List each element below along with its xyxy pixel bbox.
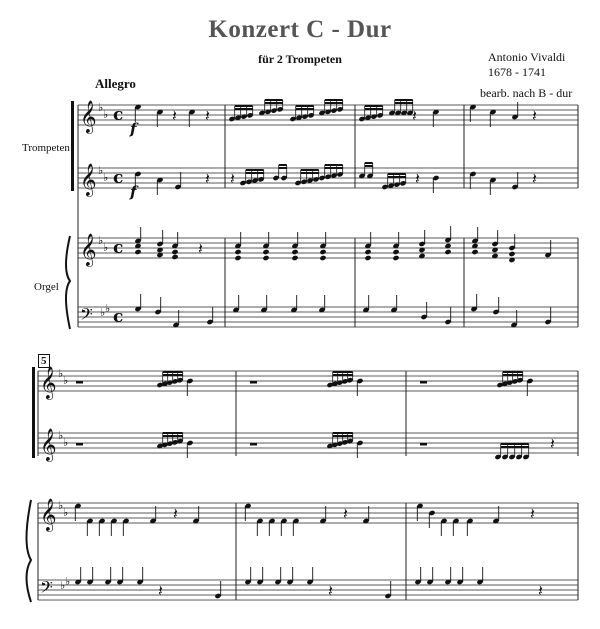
- notehead: [171, 254, 178, 260]
- notehead: [234, 249, 241, 255]
- tempo-marking: Allegro: [95, 76, 136, 91]
- notehead: [262, 255, 269, 261]
- half-rest: [250, 381, 257, 384]
- quarter-rest: 𝄽: [343, 504, 348, 523]
- score-title: Konzert C - Dur: [208, 16, 392, 43]
- quarter-rest: 𝄽: [173, 504, 178, 523]
- time-signature: c: [113, 238, 124, 258]
- half-rest: [76, 381, 83, 384]
- flat-icon: ♭: [58, 499, 64, 512]
- quarter-rest: 𝄽: [532, 106, 537, 125]
- time-signature: c: [113, 307, 124, 327]
- time-signature: c: [113, 168, 124, 188]
- arrangement-note: bearb. nach B - dur: [480, 86, 573, 100]
- measure-number: 5: [38, 354, 50, 368]
- half-rest: [420, 443, 427, 446]
- notehead: [291, 255, 298, 261]
- brace-organ: [66, 236, 70, 329]
- brace-organ: [27, 500, 32, 602]
- flat-icon: ♭: [103, 171, 109, 184]
- quarter-rest: 𝄽: [538, 581, 543, 600]
- instrument-label-organ: Orgel: [34, 281, 59, 293]
- treble-clef-icon: 𝄞: [80, 163, 97, 196]
- instrument-label-trumpets: Trompeten: [22, 142, 70, 154]
- flat-icon: ♭: [58, 429, 64, 442]
- quarter-rest: 𝄽: [412, 106, 417, 125]
- composer-years: 1678 - 1741: [488, 65, 546, 79]
- flat-icon: ♭: [65, 575, 71, 588]
- flat-icon: ♭: [63, 436, 69, 449]
- notehead: [444, 249, 451, 255]
- bracket-trumpets: [32, 367, 35, 458]
- treble-clef-icon: 𝄞: [80, 100, 97, 133]
- quarter-rest: 𝄽: [328, 581, 333, 600]
- notehead: [262, 249, 269, 255]
- quarter-rest: 𝄽: [205, 169, 210, 188]
- treble-clef-icon: 𝄞: [40, 366, 57, 399]
- quarter-rest: 𝄽: [532, 169, 537, 188]
- flat-icon: ♭: [98, 101, 104, 114]
- flat-icon: ♭: [98, 234, 104, 247]
- notehead: [319, 255, 326, 261]
- notehead: [364, 255, 371, 261]
- notehead: [392, 249, 399, 255]
- flat-icon: ♭: [100, 306, 106, 319]
- notehead: [134, 249, 141, 255]
- flat-icon: ♭: [103, 108, 109, 121]
- quarter-rest: 𝄽: [230, 169, 235, 188]
- bass-clef-icon: 𝄢: [40, 577, 53, 601]
- half-rest: [420, 381, 427, 384]
- treble-clef-icon: 𝄞: [80, 233, 97, 266]
- half-rest: [250, 443, 257, 446]
- flat-icon: ♭: [58, 367, 64, 380]
- notehead: [171, 249, 178, 255]
- notehead: [319, 249, 326, 255]
- notehead: [471, 249, 478, 255]
- quarter-rest: 𝄽: [530, 504, 535, 523]
- treble-clef-icon: 𝄞: [40, 498, 57, 531]
- treble-clef-icon: 𝄞: [40, 428, 57, 461]
- flat-icon: ♭: [63, 374, 69, 387]
- flat-icon: ♭: [105, 302, 111, 315]
- bracket-trumpets: [71, 101, 74, 191]
- quarter-rest: 𝄽: [172, 106, 177, 125]
- quarter-rest: 𝄽: [198, 239, 203, 258]
- composer-name: Antonio Vivaldi: [488, 50, 566, 64]
- dynamic-forte: f: [130, 120, 137, 138]
- quarter-rest: 𝄽: [550, 434, 555, 453]
- flat-icon: ♭: [63, 506, 69, 519]
- bass-clef-icon: 𝄢: [80, 304, 93, 328]
- flat-icon: ♭: [103, 241, 109, 254]
- notehead: [508, 251, 515, 257]
- flat-icon: ♭: [98, 164, 104, 177]
- notehead: [234, 255, 241, 261]
- notehead: [291, 249, 298, 255]
- time-signature: c: [113, 105, 124, 125]
- quarter-rest: 𝄽: [158, 581, 163, 600]
- half-rest: [76, 443, 83, 446]
- dynamic-forte: f: [130, 183, 137, 201]
- quarter-rest: 𝄽: [205, 106, 210, 125]
- quarter-rest: 𝄽: [415, 169, 420, 188]
- score-subtitle: für 2 Trompeten: [258, 52, 342, 66]
- notehead: [364, 249, 371, 255]
- flat-icon: ♭: [60, 579, 66, 592]
- notehead: [392, 255, 399, 261]
